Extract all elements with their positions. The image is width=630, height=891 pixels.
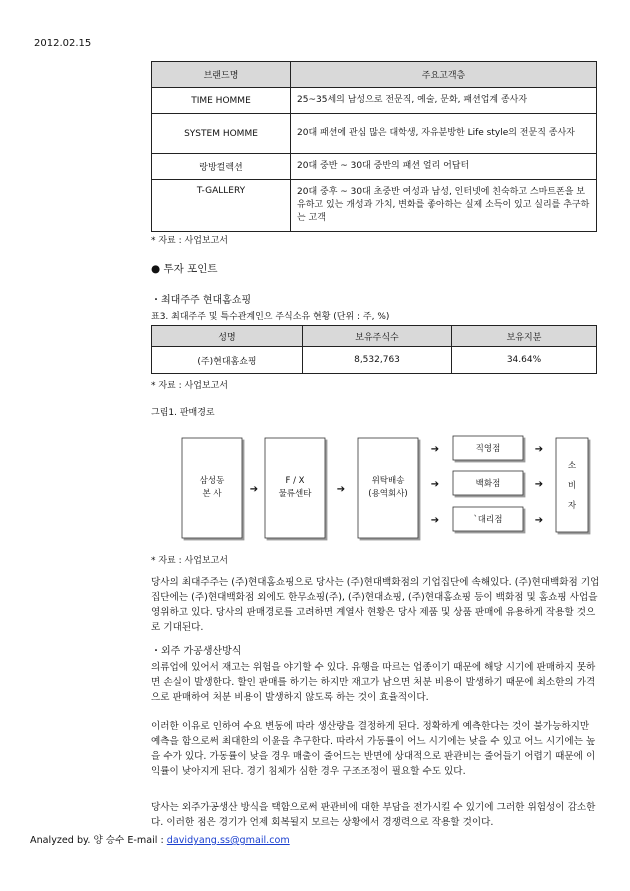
table3-caption: 표3. 최대주주 및 특수관계인으 주식소유 현황 (단위 : 주, %) xyxy=(151,312,390,322)
brand-cell: TIME HOMME xyxy=(152,88,291,114)
node-headquarters xyxy=(182,438,242,538)
table-header-row xyxy=(152,62,597,88)
arrow-right-icon: ➔ xyxy=(534,479,544,490)
sales-channel-diagram xyxy=(170,428,600,546)
shareholder-name-cell: (주)현대홈쇼핑 xyxy=(152,347,303,374)
table-row xyxy=(152,88,597,114)
node-label: F / X xyxy=(285,476,305,486)
node-label: 삼성동 xyxy=(199,476,225,486)
customer-cell: 20대 패션에 관심 많은 대학생, 자유분방한 Life style의 전문직 종사자 xyxy=(291,114,597,154)
table-row xyxy=(152,154,597,180)
figure-source-note: * 자료 : 사업보고서 xyxy=(151,556,228,566)
customer-cell: 20대 중후 ~ 30대 초중반 여성과 남성, 인터넷에 친숙하고 스마트폰을 보유하고 있는 개성과 가치, 변화를 좋아하는 실제 소득이 있고 실리를 추구하는 고객 xyxy=(291,180,597,232)
node-label: (용역회사) xyxy=(368,489,408,499)
footer-credit xyxy=(30,832,290,846)
column-header-name: 성명 xyxy=(152,326,303,347)
table-source-note: * 자료 : 사업보고서 xyxy=(151,236,228,246)
subheading-shareholder: ・최대주주 현대홈쇼핑 xyxy=(151,295,252,306)
column-header-customer: 주요고객층 xyxy=(291,62,597,88)
section-heading-investment: ● 투자 포인트 xyxy=(151,263,218,275)
node-label: 본 사 xyxy=(202,489,222,499)
arrow-right-icon: ➔ xyxy=(430,479,440,490)
node-label: 소 xyxy=(567,461,577,471)
table-row xyxy=(152,347,597,374)
node-label: `대리점 xyxy=(473,515,503,525)
shares-cell: 8,532,763 xyxy=(303,347,452,374)
node-delivery-company xyxy=(358,438,418,538)
customer-cell: 25~35세의 남성으로 전문직, 예술, 문화, 패션업계 종사자 xyxy=(291,88,597,114)
arrow-right-icon: ➔ xyxy=(430,444,440,455)
column-header-stake: 보유지분 xyxy=(452,326,597,347)
arrow-right-icon: ➔ xyxy=(534,515,544,526)
brand-cell: SYSTEM HOMME xyxy=(152,114,291,154)
node-logistics-center xyxy=(265,438,325,538)
footer-author: Analyzed by. 양 승수 E-mail : xyxy=(30,835,167,846)
table-row xyxy=(152,180,597,232)
brand-cell: T-GALLERY xyxy=(152,180,291,232)
node-label: 자 xyxy=(567,501,577,511)
customer-cell: 20대 중반 ~ 30대 중반의 패션 얼리 어답터 xyxy=(291,154,597,180)
paragraph-outsourcing-benefit: 당사는 외주가공생산 방식을 택함으로써 판관비에 대한 부담을 전가시킬 수 있기에 그러한 위험성이 감소한다. 이러한 점은 경기가 언제 회복될지 모르는 상황에서 경쟁력으로 작용할 것이다. xyxy=(151,802,596,828)
subheading-outsourcing: ・외주 가공생산방식 xyxy=(151,646,242,657)
arrow-right-icon: ➔ xyxy=(336,484,346,495)
arrow-right-icon: ➔ xyxy=(534,444,544,455)
customer-table xyxy=(151,61,597,232)
shareholder-table xyxy=(151,325,597,374)
paragraph-production-volume: 이러한 이유로 인하여 수요 변동에 따라 생산량을 결정하게 된다. 정확하게 예측한다는 것이 불가능하지만 예측을 함으로써 최대한의 이윤을 추구한다. 따라서 가동률이 어느 시기에는 낮을 수 있고 어느 시기에는 높을 수가 있다. 가동률이 낮을 경우 매출이 줄어드는 반면에 상대적으로 판관비는 줄어들기 어렵기 때문에 이익률이 낮아지게 된다. 경기 침체가 심한 경우 구조조정이 필요할 수도 있다. xyxy=(151,721,596,777)
node-label: 비 xyxy=(567,481,577,491)
report-date: 2012.02.15 xyxy=(34,38,92,49)
figure1-caption: 그림1. 판매경로 xyxy=(151,408,215,418)
table-source-note: * 자료 : 사업보고서 xyxy=(151,381,228,391)
node-label: 직영점 xyxy=(475,444,501,454)
table-row xyxy=(152,114,597,154)
column-header-shares: 보유주식수 xyxy=(303,326,452,347)
stake-cell: 34.64% xyxy=(452,347,597,374)
table-header-row xyxy=(152,326,597,347)
arrow-right-icon: ➔ xyxy=(249,484,259,495)
node-label: 위탁배송 xyxy=(371,476,405,486)
node-label: 백화점 xyxy=(475,479,501,489)
node-label: 물류센타 xyxy=(278,489,312,499)
email-link[interactable]: davidyang.ss@gmail.com xyxy=(166,835,290,846)
column-header-brand: 브랜드명 xyxy=(152,62,291,88)
paragraph-inventory-risk: 의류업에 있어서 재고는 위험을 야기할 수 있다. 유행을 따르는 업종이기 때문에 해당 시기에 판매하지 못하면 손실이 발생한다. 할인 판매를 하기는 하지만 재고가 남으면 처분 비용이 발생하기 때문에 최소한의 가격으로 판매하여 처분 비용이 발생하지 않도록 하는 것이 효율적이다. xyxy=(151,662,596,703)
arrow-right-icon: ➔ xyxy=(430,515,440,526)
paragraph-affiliates: 당사의 최대주주는 (주)현대홈쇼핑으로 당사는 (주)현대백화점의 기업집단에 속해있다. (주)현대백화점 기업집단에는 (주)현대백화점 외에도 한무쇼핑(주), (주)현대쇼핑, (주)현대홈쇼핑 등이 백화점 및 홈쇼핑 사업을 영위하고 있다. 당사의 판매경로를 고려하면 계열사 현황은 당사 제품 및 상품 판매에 유용하게 작용할 것으로 기대된다. xyxy=(151,577,600,633)
brand-cell: 랑방컬렉션 xyxy=(152,154,291,180)
